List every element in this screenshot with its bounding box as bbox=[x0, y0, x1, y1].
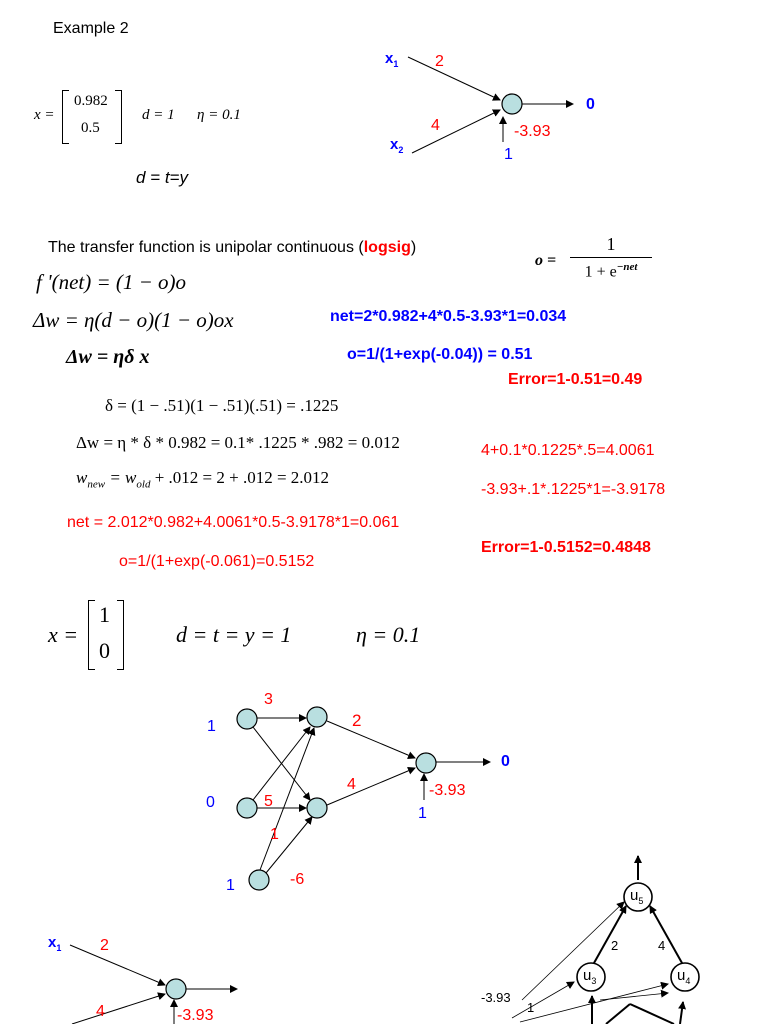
net3-x1-sub: 1 bbox=[56, 943, 62, 953]
net4-edge-e bbox=[606, 1004, 630, 1024]
o-denominator bbox=[570, 258, 652, 281]
transfer-logsig: logsig bbox=[363, 239, 411, 256]
net2-input-node-2 bbox=[237, 798, 257, 818]
net4-u3-text: u bbox=[583, 967, 592, 984]
calc-o: o=1/(1+exp(-0.04)) = 0.51 bbox=[347, 346, 533, 363]
calc-error-2: Error=1-0.5152=0.4848 bbox=[481, 539, 651, 556]
transfer-text bbox=[48, 239, 416, 257]
net1-x2-sub: 2 bbox=[398, 145, 404, 155]
net4-weight-1: 1 bbox=[527, 1000, 535, 1015]
eq-w-old-sub: old bbox=[136, 478, 151, 491]
net2-input-2: 0 bbox=[206, 794, 215, 811]
net2-weight-1: 1 bbox=[270, 826, 279, 843]
ex2-x-val-1: 0 bbox=[99, 638, 110, 663]
net2-bias-weight: -3.93 bbox=[429, 782, 466, 799]
net2-input-node-3 bbox=[249, 870, 269, 890]
network-4 bbox=[512, 856, 699, 1024]
net4-u4-sub: 4 bbox=[685, 976, 691, 986]
calc-net: net=2*0.982+4*0.5-3.93*1=0.034 bbox=[330, 308, 567, 325]
calc-update-bias: -3.93+.1*.1225*1=-3.9178 bbox=[481, 481, 666, 498]
net4-edge-bias-u5 bbox=[522, 902, 624, 1000]
net2-edge-g bbox=[327, 721, 415, 758]
eq-fprime: f '(net) = (1 − o)o bbox=[36, 270, 187, 294]
net1-edge-x2 bbox=[412, 110, 500, 153]
ex1-x-val-1: 0.5 bbox=[81, 120, 100, 136]
net1-x2-text: x bbox=[390, 136, 399, 153]
net4-weight-4: 4 bbox=[658, 938, 666, 953]
net1-x1-label bbox=[385, 50, 398, 69]
net4-u4-text: u bbox=[677, 967, 686, 984]
net4-weight-2: 2 bbox=[611, 938, 619, 953]
ex2-x-matrix bbox=[88, 600, 124, 670]
net4-edge-g bbox=[680, 1002, 683, 1024]
calc-net-2: net = 2.012*0.982+4.0061*0.5-3.9178*1=0.061 bbox=[67, 514, 400, 531]
ex2-x-val-0: 1 bbox=[99, 602, 110, 627]
net2-weight-4: 4 bbox=[347, 776, 356, 793]
net4-u3-label bbox=[583, 967, 596, 986]
net2-hidden-node-1 bbox=[307, 707, 327, 727]
ex1-d-t-y: d = t=y bbox=[136, 168, 188, 187]
net2-output: 0 bbox=[501, 753, 510, 770]
net1-output: 0 bbox=[586, 96, 595, 113]
net1-w2: 4 bbox=[431, 117, 440, 134]
eq-w-new-eq: = w bbox=[105, 468, 137, 487]
transfer-post: ) bbox=[410, 239, 417, 256]
net3-edge-x2 bbox=[72, 994, 165, 1024]
o-numerator: 1 bbox=[570, 234, 652, 258]
ex1-d: d = 1 bbox=[142, 107, 175, 123]
net2-input-1: 1 bbox=[207, 718, 216, 735]
ex2-d-t-y: d = t = y = 1 bbox=[176, 622, 292, 647]
net1-x2-label bbox=[390, 136, 403, 155]
net4-edge-u3-u5 bbox=[594, 906, 626, 963]
net1-x1-sub: 1 bbox=[393, 59, 399, 69]
net4-edge-f bbox=[630, 1004, 674, 1024]
net4-u5-label bbox=[630, 887, 643, 906]
net2-weight-3: 3 bbox=[264, 691, 273, 708]
net2-weight-5: 5 bbox=[264, 793, 273, 810]
net2-bias-input: 1 bbox=[418, 805, 427, 822]
net2-hidden-node-2 bbox=[307, 798, 327, 818]
o-den-text: 1 + e bbox=[584, 263, 617, 281]
net4-u5-sub: 5 bbox=[638, 896, 644, 906]
net4-u3-sub: 3 bbox=[591, 976, 597, 986]
eq-delta-w-calc: Δw = η * δ * 0.982 = 0.1* .1225 * .982 = 0.012 bbox=[76, 433, 400, 452]
ex1-x-val-0: 0.982 bbox=[74, 93, 108, 109]
ex2-x-label: x = bbox=[48, 622, 79, 647]
net3-weight-2: 2 bbox=[100, 937, 109, 954]
net1-bias-weight: -3.93 bbox=[514, 123, 551, 140]
transfer-pre: The transfer function is unipolar continuous ( bbox=[48, 239, 364, 256]
net4-edge-c bbox=[600, 993, 668, 1000]
net2-weight-neg6: -6 bbox=[290, 871, 305, 888]
net3-x1-label bbox=[48, 934, 61, 953]
ex1-eta: η = 0.1 bbox=[197, 107, 241, 123]
net3-node bbox=[166, 979, 186, 999]
net1-edge-x1 bbox=[408, 57, 500, 100]
net2-weight-2: 2 bbox=[352, 711, 362, 730]
net2-input-3: 1 bbox=[226, 877, 235, 894]
calc-error-1: Error=1-0.51=0.49 bbox=[508, 371, 643, 388]
eq-delta-w-short: Δw = ηδ x bbox=[66, 346, 150, 368]
net3-x1-text: x bbox=[48, 934, 57, 951]
net1-w1: 2 bbox=[435, 53, 444, 70]
eq-w-new-w: w bbox=[76, 468, 88, 487]
net3-edge-x1 bbox=[70, 945, 165, 985]
net4-u5-text: u bbox=[630, 887, 639, 904]
calc-o-2: o=1/(1+exp(-0.061)=0.5152 bbox=[119, 553, 315, 570]
eq-w-new bbox=[76, 468, 329, 490]
net2-input-node-1 bbox=[237, 709, 257, 729]
net2-output-node bbox=[416, 753, 436, 773]
net1-node bbox=[502, 94, 522, 114]
ex2-eta: η = 0.1 bbox=[356, 622, 421, 647]
o-fraction bbox=[570, 234, 652, 281]
net4-weight-neg393: -3.93 bbox=[481, 990, 511, 1005]
eq-delta-w-full: Δw = η(d − o)(1 − o)ox bbox=[33, 308, 234, 332]
eq-w-new-rest: + .012 = 2 + .012 = 2.012 bbox=[150, 468, 330, 487]
net3-bias-weight: -3.93 bbox=[177, 1007, 214, 1024]
net4-edge-a bbox=[512, 982, 574, 1018]
net2-edge-h bbox=[327, 768, 415, 805]
eq-w-new-sub: new bbox=[87, 478, 106, 491]
eq-delta-value: δ = (1 − .51)(1 − .51)(.51) = .1225 bbox=[105, 396, 339, 415]
o-lhs: o = bbox=[535, 252, 557, 269]
net3-weight-4: 4 bbox=[96, 1003, 105, 1020]
net1-x1-text: x bbox=[385, 50, 394, 67]
calc-update-w2: 4+0.1*0.1225*.5=4.0061 bbox=[481, 442, 655, 459]
page-heading: Example 2 bbox=[53, 20, 129, 37]
net1-bias-input: 1 bbox=[504, 146, 513, 163]
ex1-x-label: x = bbox=[34, 107, 55, 123]
net4-u4-label bbox=[677, 967, 690, 986]
net4-edge-u4-u5 bbox=[650, 906, 682, 963]
o-den-exp: −net bbox=[616, 261, 638, 273]
